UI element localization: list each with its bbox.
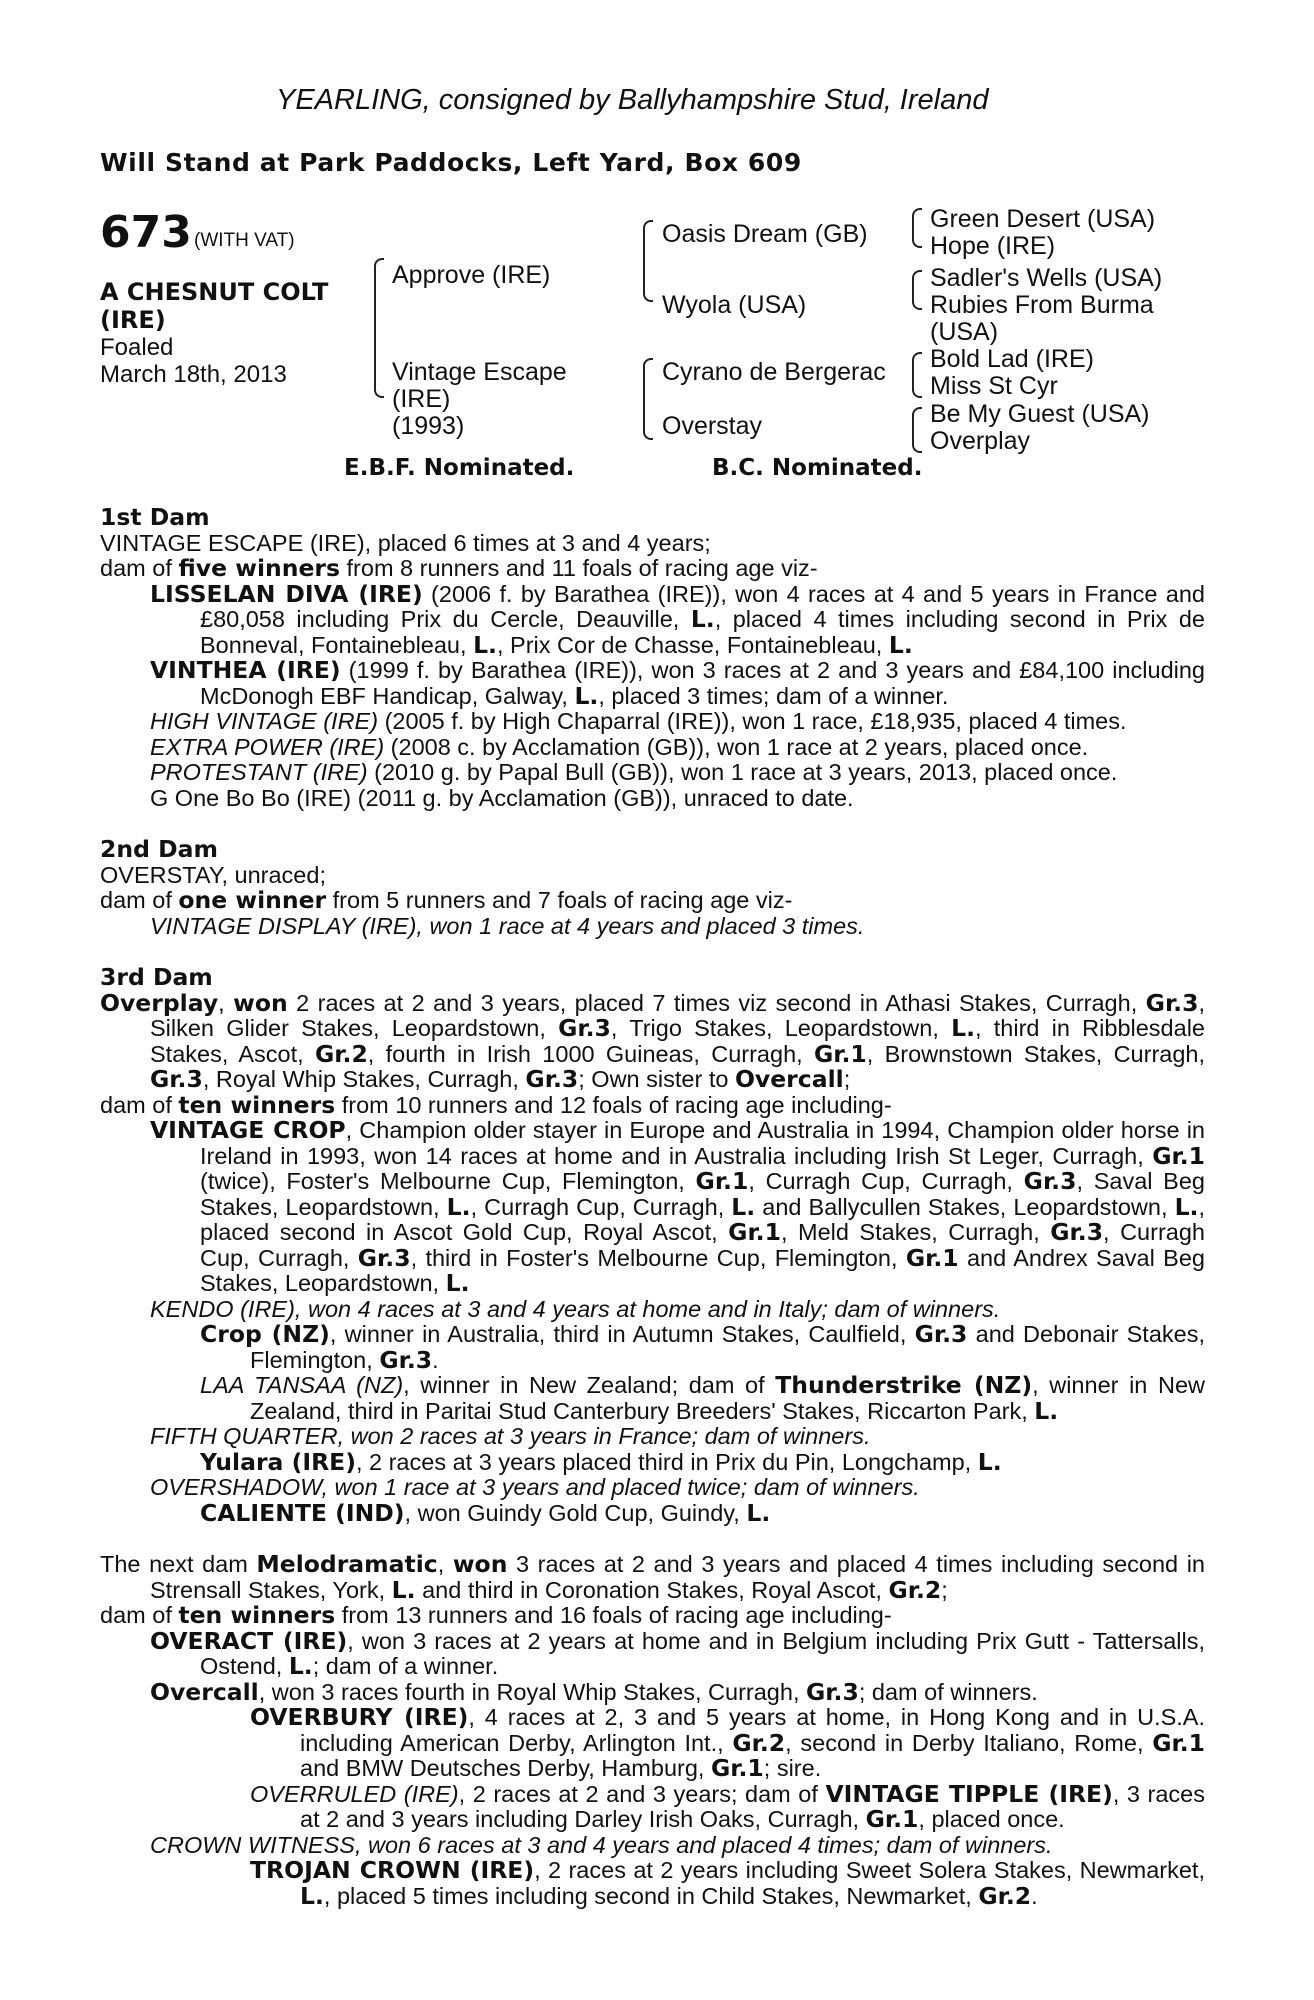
produce-crown-witness: CROWN WITNESS, won 6 races at 3 and 4 years and placed 4 times; dam of winners. (150, 1831, 1053, 1858)
produce-vintage-crop: VINTAGE CROP, Champion older stayer in Europe and Australia in 1994, Champion older horse in Ireland in 1993, won 14 races at home and in Australia including Irish St Leger, Curragh, Gr.1 (twice), Foster's Melbourne Cup, Flemington, Gr.1, Curragh Cup, Curragh, Gr.3, Saval Beg Stakes, Leopardstown, L., Curragh Cup, Curragh, L. and Ballycullen Stakes, Leopardstown, L., placed second in Ascot Gold Cup, Royal Ascot, Gr.1, Meld Stakes, Curragh, Gr.3, Curragh Cup, Curragh, Gr.3, third in Foster's Melbourne Cup, Flemington, Gr.1 and Andrex Saval Beg Stakes, Leopardstown, L. (150, 1116, 1205, 1297)
foaled-label: Foaled (100, 334, 174, 361)
produce-crop: Crop (NZ), winner in Australia, third in Autumn Stakes, Caulfield, Gr.3 and Debonair Stakes, Flemington, Gr.3. (200, 1320, 1206, 1374)
ancestor-miss-st-cyr: Miss St Cyr (930, 372, 1058, 400)
produce-overact: OVERACT (IRE), won 3 races at 2 years at home and in Belgium including Prix Gutt - Tattersalls, Ostend, L.; dam of a winner. (150, 1626, 1205, 1680)
ancestor-sadlers-wells: Sadler's Wells (USA) (930, 264, 1163, 292)
ancestor-rubies-from-burma: Rubies From Burma (930, 291, 1154, 319)
pedigree-bracket-dam (643, 358, 653, 440)
first-dam-produce-summary: dam of five winners from 8 runners and 11 foals of racing age viz- (100, 554, 818, 582)
pedigree-bracket-sire (643, 220, 653, 302)
second-dam-heading: 2nd Dam (100, 835, 218, 863)
second-dam-produce-summary: dam of one winner from 5 runners and 7 foals of racing age viz- (100, 886, 793, 914)
pedigree-bracket-parents (374, 258, 384, 398)
lot-number: 673 (100, 207, 192, 258)
produce-caliente: CALIENTE (IND), won Guindy Gold Cup, Guindy, L. (200, 1498, 771, 1527)
dam-year: (1993) (392, 412, 465, 440)
produce-fifth-quarter: FIFTH QUARTER, won 2 races at 3 years in France; dam of winners. (150, 1423, 871, 1449)
ancestor-rubies-origin: (USA) (930, 318, 999, 346)
produce-overcall: Overcall, won 3 races fourth in Royal Whip Stakes, Curragh, Gr.3; dam of winners. (150, 1677, 1038, 1706)
next-dam-produce-summary: dam of ten winners from 13 runners and 16 foals of racing age including- (100, 1601, 892, 1629)
produce-vintage-display: VINTAGE DISPLAY (IRE), won 1 race at 4 years and placed 3 times. (150, 912, 865, 939)
produce-lisselan-diva: LISSELAN DIVA (IRE) (2006 f. by Barathea (IRE)), won 4 races at 4 and 5 years in France and £80,058 including Prix du Cercle, Deauville, L., placed 4 times including second in Prix de Bonneval, Fontainebleau, L., Prix Cor de Chasse, Fontainebleau, L. (150, 579, 1205, 659)
produce-kendo: KENDO (IRE), won 4 races at 3 and 4 years at home and in Italy; dam of winners. (150, 1295, 1001, 1322)
third-dam-summary: Overplay, won 2 races at 2 and 3 years, placed 7 times viz second in Athasi Stakes, Curragh, Gr.3, Silken Glider Stakes, Leopardstown, Gr.3, Trigo Stakes, Leopardstown, L., third in Ribblesdale Stakes, Ascot, Gr.2, fourth in Irish 1000 Guineas, Curragh, Gr.1, Brownstown Stakes, Curragh, Gr.3, Royal Whip Stakes, Curragh, Gr.3; Own sister to Overcall; (100, 988, 1206, 1093)
produce-extra-power: EXTRA POWER (IRE) (2008 c. by Acclamation (GB)), won 1 race at 2 years, placed once. (150, 733, 1089, 760)
produce-protestant: PROTESTANT (IRE) (2010 g. by Papal Bull (GB)), won 1 race at 3 years, 2013, placed once. (150, 759, 1118, 785)
produce-high-vintage: HIGH VINTAGE (IRE) (2005 f. by High Chaparral (IRE)), won 1 race, £18,935, placed 4 times. (150, 708, 1127, 734)
third-dam-heading: 3rd Dam (100, 963, 213, 991)
stabling-location: Will Stand at Park Paddocks, Left Yard, Box 609 (100, 148, 802, 177)
ancestor-bold-lad: Bold Lad (IRE) (930, 345, 1094, 373)
produce-g-one-bo-bo: G One Bo Bo (IRE) (2011 g. by Acclamation (GB)), unraced to date. (150, 784, 854, 811)
ancestor-be-my-guest: Be My Guest (USA) (930, 400, 1150, 428)
ancestor-green-desert: Green Desert (USA) (930, 205, 1156, 233)
sire-name: Approve (IRE) (392, 261, 551, 289)
third-dam-produce-summary: dam of ten winners from 10 runners and 12 foals of racing age including- (100, 1090, 892, 1119)
first-dam-heading: 1st Dam (100, 503, 210, 531)
produce-trojan-crown: TROJAN CROWN (IRE), 2 races at 2 years including Sweet Solera Stakes, Newmarket, L., placed 5 times including second in Child Stakes, Newmarket, Gr.2. (250, 1856, 1205, 1910)
produce-overbury: OVERBURY (IRE), 4 races at 2, 3 and 5 years at home, in Hong Kong and in U.S.A. including American Derby, Arlington Int., Gr.2, second in Derby Italiano, Rome, Gr.1 and BMW Deutsches Derby, Hamburg, Gr.1; sire. (250, 1703, 1205, 1782)
sire-sire-name: Oasis Dream (GB) (662, 220, 868, 248)
pedigree-bracket-g1 (912, 208, 922, 248)
dam-sire-name: Cyrano de Bergerac (662, 358, 886, 386)
produce-laa-tansaa: LAA TANSAA (NZ), winner in New Zealand; dam of Thunderstrike (NZ), winner in New Zealand, third in Paritai Stud Canterbury Breeders' Stakes, Riccarton Park, L. (200, 1371, 1205, 1425)
ebf-nominated: E.B.F. Nominated. (344, 455, 575, 481)
dam-dam-name: Overstay (662, 412, 763, 440)
produce-overruled: OVERRULED (IRE), 2 races at 2 and 3 years; dam of VINTAGE TIPPLE (IRE), 3 races at 2 and 3 years including Darley Irish Oaks, Curragh, Gr.1, placed once. (250, 1779, 1205, 1833)
lot-description-origin: (IRE) (100, 306, 166, 334)
dam-origin: (IRE) (392, 385, 451, 413)
ancestor-hope: Hope (IRE) (930, 232, 1056, 260)
pedigree-bracket-g3 (912, 352, 922, 398)
dam-name: Vintage Escape (392, 358, 567, 386)
pedigree-bracket-g2 (912, 270, 922, 310)
produce-vinthea: VINTHEA (IRE) (1999 f. by Barathea (IRE)), won 3 races at 2 and 3 years and £84,100 including McDonogh EBF Handicap, Galway, L., placed 3 times; dam of a winner. (150, 656, 1205, 710)
dam-records (100, 505, 1205, 1909)
foaled-date: March 18th, 2013 (100, 361, 287, 388)
sire-dam-name: Wyola (USA) (662, 291, 807, 319)
ancestor-overplay: Overplay (930, 427, 1031, 455)
produce-overshadow: OVERSHADOW, won 1 race at 3 years and placed twice; dam of winners. (150, 1474, 920, 1500)
second-dam-summary: OVERSTAY, unraced; (100, 861, 326, 888)
vat-note: (WITH VAT) (194, 230, 295, 251)
next-dam-summary: The next dam Melodramatic, won 3 races at 2 and 3 years and placed 4 times including second in Strensall Stakes, York, L. and third in Coronation Stakes, Royal Ascot, Gr.2; (100, 1550, 1205, 1604)
bc-nominated: B.C. Nominated. (712, 455, 923, 481)
consignor-heading: YEARLING, consigned by Ballyhampshire Stud, Ireland (276, 84, 989, 116)
pedigree-bracket-g4 (912, 407, 922, 453)
first-dam-summary: VINTAGE ESCAPE (IRE), placed 6 times at 3 and 4 years; (100, 529, 711, 556)
lot-description: A CHESNUT COLT (100, 278, 329, 306)
produce-yulara: Yulara (IRE), 2 races at 3 years placed third in Prix du Pin, Longchamp, L. (200, 1447, 1002, 1476)
